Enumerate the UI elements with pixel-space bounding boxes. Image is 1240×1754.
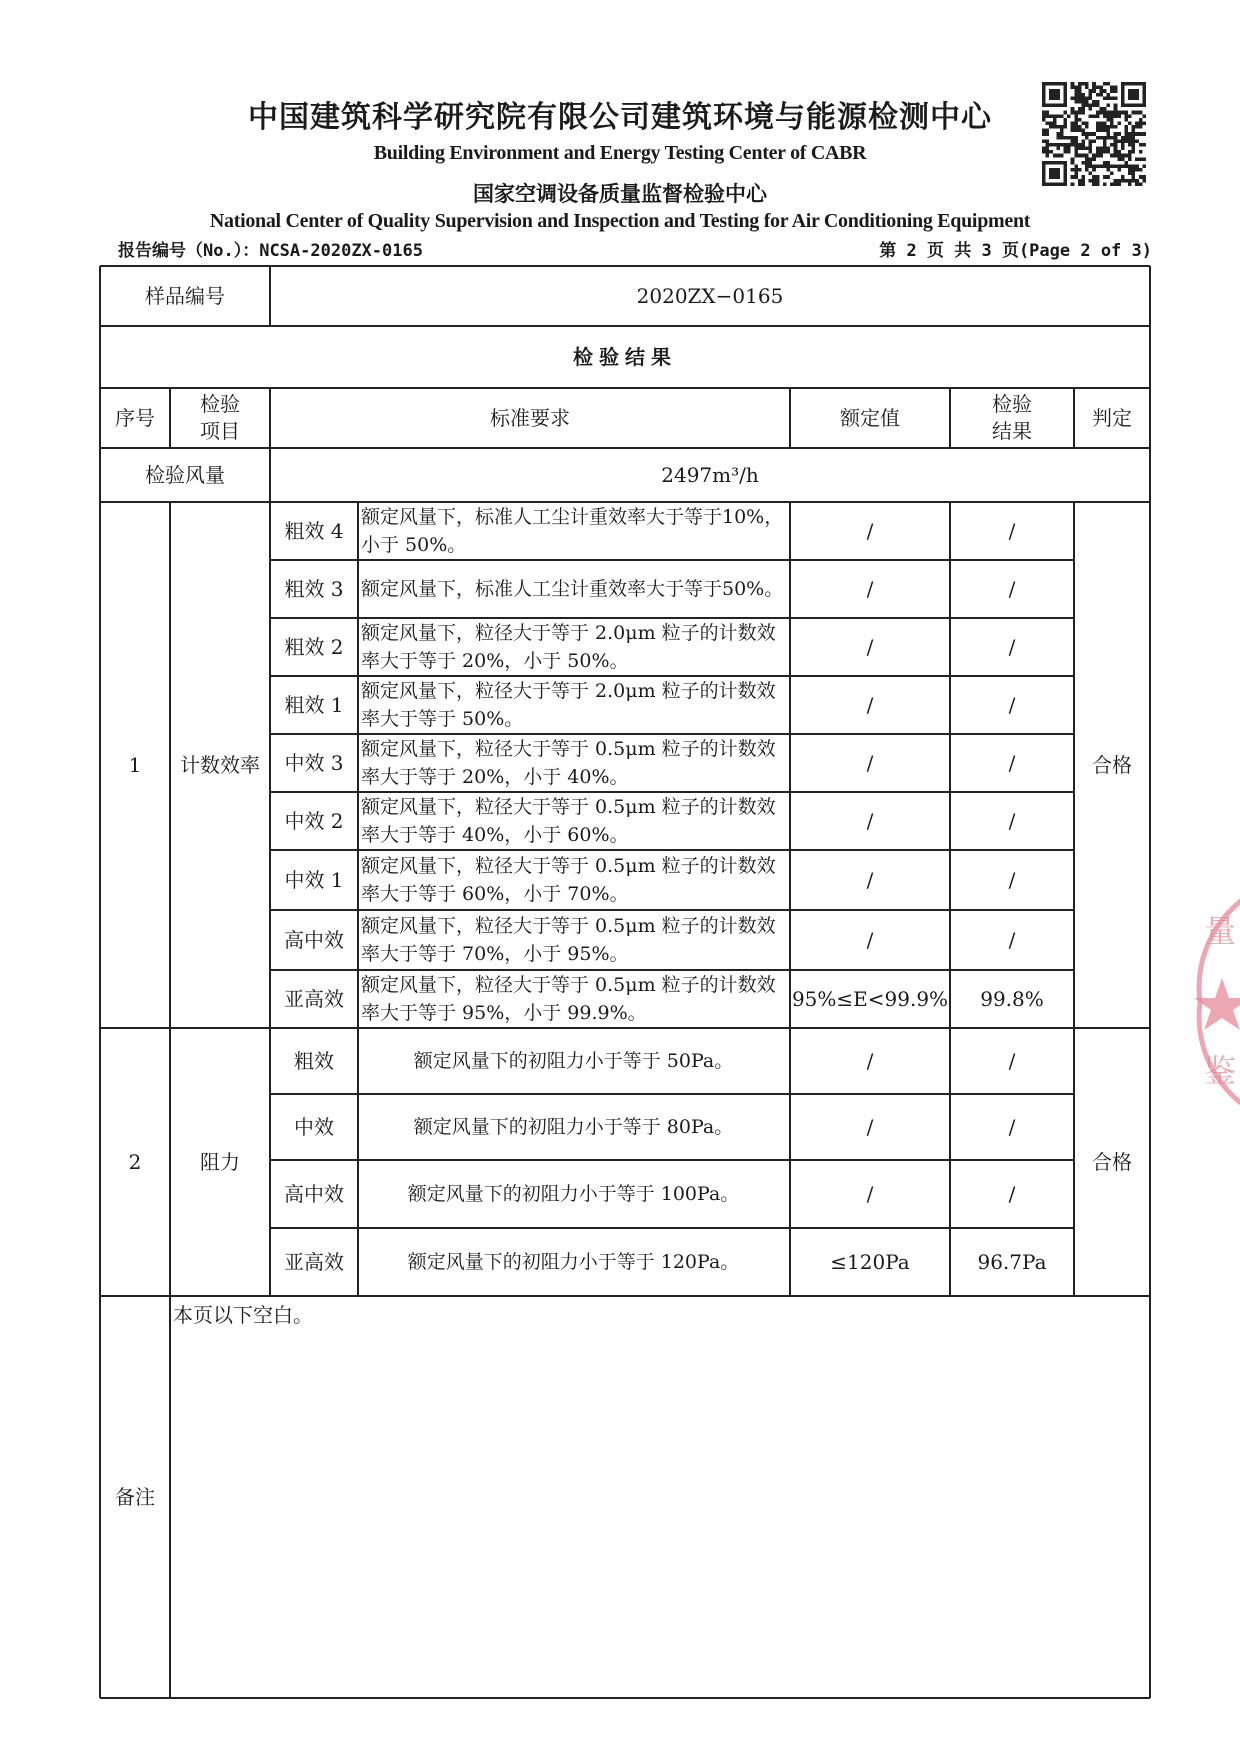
table-rule <box>1073 502 1075 1296</box>
efficiency-grade: 中效 1 <box>284 867 344 892</box>
resistance-grade: 中效 <box>294 1114 334 1139</box>
table-rule <box>269 388 271 502</box>
report-number: 报告编号（No.）：NCSA-2020ZX-0165 <box>118 241 423 261</box>
table-rule <box>270 733 1074 735</box>
efficiency-rated-value: 95%≤E<99.9% <box>791 986 949 1011</box>
sample-label: 样品编号 <box>145 283 225 308</box>
qr-code-icon <box>1042 82 1146 186</box>
table-rule <box>949 502 951 1296</box>
col-header-standard: 标准要求 <box>490 405 570 430</box>
table-rule <box>270 1227 1074 1229</box>
efficiency-standard: 额定风量下，粒径大于等于 2.0μm 粒子的计数效率大于等于 50%。 <box>361 680 776 730</box>
center-title-cn: 国家空调设备质量监督检验中心 <box>473 182 767 206</box>
group-1-judgment: 合格 <box>1092 752 1132 777</box>
resistance-grade: 粗效 <box>294 1048 334 1073</box>
efficiency-standard: 额定风量下，粒径大于等于 0.5μm 粒子的计数效率大于等于 95%，小于 99.9%。 <box>361 974 776 1024</box>
efficiency-rated-value: / <box>866 750 874 775</box>
efficiency-standard: 额定风量下，粒径大于等于 0.5μm 粒子的计数效率大于等于 70%，小于 95%。 <box>361 915 776 965</box>
resistance-standard: 额定风量下的初阻力小于等于 80Pa。 <box>413 1116 734 1138</box>
efficiency-test-result: / <box>1008 518 1016 543</box>
page-info: 第 2 页 共 3 页(Page 2 of 3) <box>879 241 1152 261</box>
table-rule <box>270 791 1074 793</box>
efficiency-rated-value: / <box>866 808 874 833</box>
table-rule <box>169 388 171 448</box>
resistance-test-result: / <box>1008 1181 1016 1206</box>
org-title-en: Building Environment and Energy Testing Center of CABR <box>373 142 867 164</box>
table-rule <box>270 1093 1074 1095</box>
efficiency-standard: 额定风量下，粒径大于等于 0.5μm 粒子的计数效率大于等于 40%，小于 60%。 <box>361 796 776 846</box>
efficiency-grade: 粗效 3 <box>284 576 344 601</box>
resistance-rated-value: / <box>866 1114 874 1139</box>
efficiency-test-result: / <box>1008 808 1016 833</box>
table-rule <box>789 388 791 448</box>
table-rule <box>270 909 1074 911</box>
col-header-seq: 序号 <box>115 405 155 430</box>
efficiency-test-result: / <box>1008 750 1016 775</box>
group-2-name: 阻力 <box>200 1149 240 1174</box>
efficiency-rated-value: / <box>866 634 874 659</box>
table-rule <box>270 559 1074 561</box>
resistance-rated-value: / <box>866 1181 874 1206</box>
group-1-name: 计数效率 <box>180 752 260 777</box>
inspection-seal <box>1192 882 1240 1122</box>
efficiency-rated-value: / <box>866 927 874 952</box>
seal-text-top: 量 <box>1204 912 1237 950</box>
table-rule <box>270 675 1074 677</box>
efficiency-test-result: / <box>1008 867 1016 892</box>
efficiency-test-result: / <box>1008 692 1016 717</box>
efficiency-rated-value: / <box>866 867 874 892</box>
resistance-test-result: 96.7Pa <box>977 1249 1047 1274</box>
efficiency-test-result: 99.8% <box>980 986 1044 1011</box>
table-rule <box>100 501 1150 503</box>
col-header-judgment: 判定 <box>1092 405 1132 430</box>
group-2-judgment: 合格 <box>1092 1149 1132 1174</box>
table-rule <box>269 266 271 326</box>
table-rule <box>269 502 271 1296</box>
section-title: 检验结果 <box>573 344 677 369</box>
efficiency-grade: 亚高效 <box>284 986 344 1011</box>
efficiency-rated-value: / <box>866 576 874 601</box>
efficiency-standard: 额定风量下，粒径大于等于 0.5μm 粒子的计数效率大于等于 20%，小于 40%。 <box>361 738 776 788</box>
efficiency-test-result: / <box>1008 576 1016 601</box>
col-header-item: 检验项目 <box>200 392 240 443</box>
efficiency-standard: 额定风量下，标准人工尘计重效率大于等于10%，小于 50%。 <box>361 506 784 556</box>
table-rule <box>100 447 1150 449</box>
efficiency-grade: 中效 3 <box>284 750 344 775</box>
resistance-rated-value: ≤120Pa <box>830 1249 910 1274</box>
col-header-rated: 额定值 <box>840 405 900 430</box>
resistance-standard: 额定风量下的初阻力小于等于 100Pa。 <box>407 1183 740 1205</box>
efficiency-grade: 中效 2 <box>284 808 344 833</box>
table-rule <box>270 969 1074 971</box>
center-title-en: National Center of Quality Supervision and Inspection and Testing for Air Conditioning Equipment <box>209 210 1031 232</box>
resistance-standard: 额定风量下的初阻力小于等于 50Pa。 <box>413 1050 734 1072</box>
table-rule <box>100 1295 1150 1297</box>
table-rule <box>99 266 101 1698</box>
resistance-standard: 额定风量下的初阻力小于等于 120Pa。 <box>407 1251 740 1273</box>
org-title-cn: 中国建筑科学研究院有限公司建筑环境与能源检测中心 <box>248 100 992 135</box>
group-2-seq: 2 <box>128 1149 142 1174</box>
table-rule <box>100 1027 1150 1029</box>
seal-text-bottom: 鉴 <box>1204 1052 1237 1090</box>
table-rule <box>1149 266 1151 1698</box>
efficiency-test-result: / <box>1008 927 1016 952</box>
resistance-test-result: / <box>1008 1114 1016 1139</box>
efficiency-test-result: / <box>1008 634 1016 659</box>
efficiency-standard: 额定风量下，粒径大于等于 2.0μm 粒子的计数效率大于等于 20%，小于 50%。 <box>361 622 776 672</box>
group-1-seq: 1 <box>128 752 142 777</box>
table-rule <box>100 265 1150 267</box>
resistance-test-result: / <box>1008 1048 1016 1073</box>
efficiency-rated-value: / <box>866 518 874 543</box>
resistance-rated-value: / <box>866 1048 874 1073</box>
efficiency-standard: 额定风量下，标准人工尘计重效率大于等于50%。 <box>361 578 784 600</box>
efficiency-grade: 粗效 1 <box>284 692 344 717</box>
resistance-grade: 亚高效 <box>284 1249 344 1274</box>
table-rule <box>100 1697 1150 1699</box>
table-rule <box>789 502 791 1296</box>
table-rule <box>357 502 359 1296</box>
col-header-result: 检验结果 <box>992 392 1032 443</box>
efficiency-grade: 粗效 2 <box>284 634 344 659</box>
table-rule <box>1073 388 1075 448</box>
table-rule <box>270 849 1074 851</box>
remarks-text: 本页以下空白。 <box>173 1303 313 1327</box>
resistance-grade: 高中效 <box>284 1181 344 1206</box>
table-rule <box>270 617 1074 619</box>
efficiency-grade: 粗效 4 <box>284 518 344 543</box>
efficiency-standard: 额定风量下，粒径大于等于 0.5μm 粒子的计数效率大于等于 60%，小于 70%。 <box>361 855 776 905</box>
table-rule <box>270 1159 1074 1161</box>
sample-value: 2020ZX−0165 <box>636 283 784 308</box>
table-rule <box>100 325 1150 327</box>
efficiency-rated-value: / <box>866 692 874 717</box>
efficiency-grade: 高中效 <box>284 927 344 952</box>
table-rule <box>949 388 951 448</box>
table-rule <box>169 502 171 1698</box>
airflow-value: 2497m³/h <box>661 462 759 487</box>
remarks-label: 备注 <box>115 1484 155 1509</box>
table-rule <box>100 387 1150 389</box>
airflow-label: 检验风量 <box>145 462 225 487</box>
